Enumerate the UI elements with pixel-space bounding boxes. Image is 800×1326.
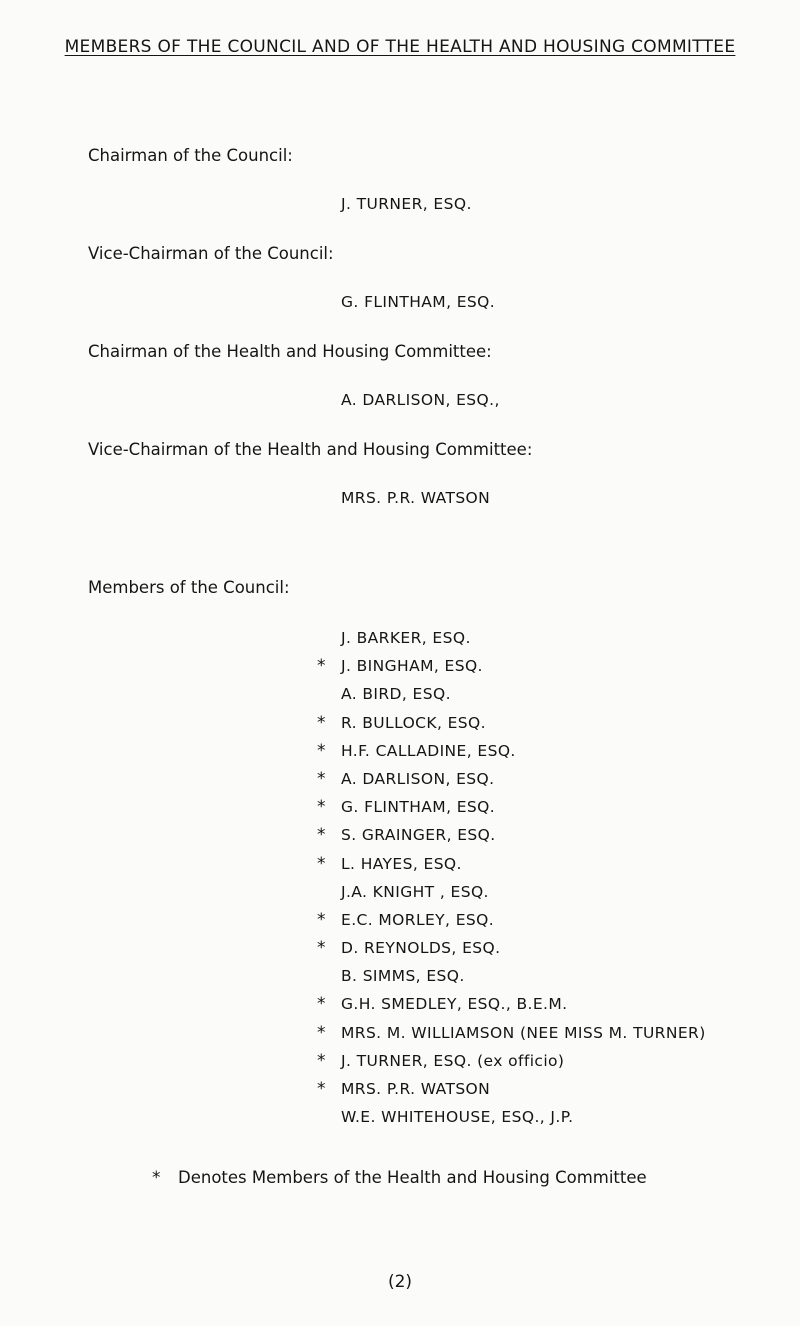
officer-name-vice-chairman-council: G. FLINTHAM, ESQ. xyxy=(341,293,496,311)
committee-marker: * xyxy=(317,853,326,874)
member-name: D. REYNOLDS, ESQ. xyxy=(341,939,501,958)
committee-marker: * xyxy=(317,1079,326,1099)
member-name: MRS. P.R. WATSON xyxy=(341,1080,491,1098)
member-name: J. BARKER, ESQ. xyxy=(341,629,471,647)
member-name: S. GRAINGER, ESQ. xyxy=(341,826,496,845)
members-heading: Members of the Council: xyxy=(88,578,290,597)
committee-marker: * xyxy=(317,994,326,1015)
committee-marker: * xyxy=(317,656,326,677)
officer-name-chairman-council: J. TURNER, ESQ. xyxy=(341,195,472,213)
member-row xyxy=(0,1051,800,1079)
committee-marker: * xyxy=(317,768,326,789)
committee-marker: * xyxy=(317,1022,326,1043)
committee-marker: * xyxy=(317,712,326,733)
members-list xyxy=(0,628,800,1135)
member-row xyxy=(0,825,800,853)
member-row xyxy=(0,769,800,797)
officer-name-chairman-committee: A. DARLISON, ESQ., xyxy=(341,391,500,409)
member-row xyxy=(0,741,800,769)
member-name: E.C. MORLEY, ESQ. xyxy=(341,910,495,929)
member-name: H.F. CALLADINE, ESQ. xyxy=(341,741,516,760)
committee-marker: * xyxy=(317,825,326,846)
member-row xyxy=(0,797,800,825)
member-name: MRS. M. WILLIAMSON (NEE MISS M. TURNER) xyxy=(341,1023,706,1042)
member-row xyxy=(0,910,800,938)
member-name: B. SIMMS, ESQ. xyxy=(341,967,465,986)
member-row xyxy=(0,882,800,910)
officer-role-chairman-council: Chairman of the Council: xyxy=(88,146,293,165)
member-row xyxy=(0,713,800,741)
member-row xyxy=(0,1107,800,1135)
officer-name-vice-chairman-committee: MRS. P.R. WATSON xyxy=(341,489,491,507)
member-row xyxy=(0,684,800,712)
member-row xyxy=(0,628,800,656)
member-name: A. BIRD, ESQ. xyxy=(341,685,451,704)
member-name: J. BINGHAM, ESQ. xyxy=(341,657,483,676)
page-title: MEMBERS OF THE COUNCIL AND OF THE HEALTH AND HOUSING COMMITTEE xyxy=(64,37,736,57)
officer-role-vice-chairman-committee: Vice-Chairman of the Health and Housing Committee: xyxy=(88,440,533,459)
member-name: G.H. SMEDLEY, ESQ., B.E.M. xyxy=(341,995,568,1014)
member-row xyxy=(0,1023,800,1051)
page-number: (2) xyxy=(387,1272,413,1292)
officer-role-chairman-committee: Chairman of the Health and Housing Committee: xyxy=(88,342,492,361)
footnote-text: Denotes Members of the Health and Housing Committee xyxy=(178,1168,647,1187)
committee-marker: * xyxy=(317,1050,326,1071)
member-row xyxy=(0,656,800,684)
member-name: G. FLINTHAM, ESQ. xyxy=(341,798,496,817)
footnote xyxy=(152,1168,647,1188)
member-name: W.E. WHITEHOUSE, ESQ., J.P. xyxy=(341,1108,574,1127)
member-row xyxy=(0,854,800,882)
member-row xyxy=(0,994,800,1022)
committee-marker: * xyxy=(317,938,326,959)
officer-role-vice-chairman-council: Vice-Chairman of the Council: xyxy=(88,244,334,263)
member-name: L. HAYES, ESQ. xyxy=(341,854,462,873)
member-name: A. DARLISON, ESQ. xyxy=(341,769,495,788)
member-row xyxy=(0,966,800,994)
member-name: R. BULLOCK, ESQ. xyxy=(341,713,486,732)
member-name: J.A. KNIGHT , ESQ. xyxy=(341,882,489,901)
committee-marker: * xyxy=(317,740,326,761)
member-row xyxy=(0,1079,800,1107)
member-name: J. TURNER, ESQ. (ex officio) xyxy=(341,1051,565,1070)
footnote-marker: * xyxy=(152,1168,161,1188)
committee-marker: * xyxy=(317,797,326,818)
member-row xyxy=(0,938,800,966)
committee-marker: * xyxy=(317,909,326,930)
